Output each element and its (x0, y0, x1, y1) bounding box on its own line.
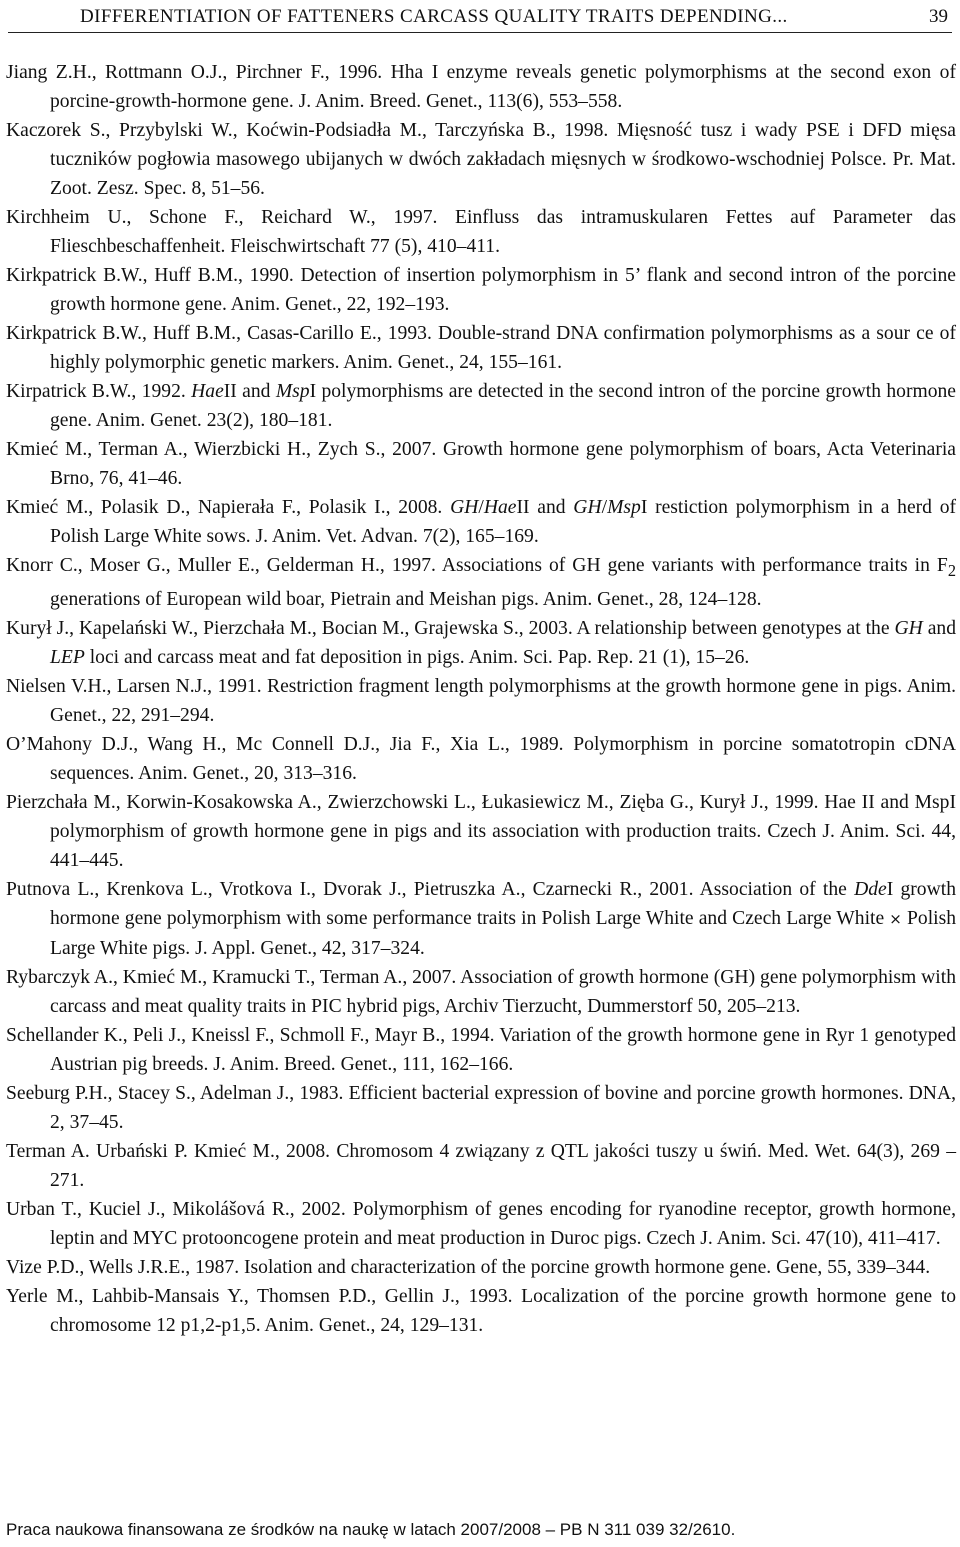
reference-text: Yerle M., Lahbib-Mansais Y., Thomsen P.D., Gellin J., 1993. Localization of the porcine growth hormone gene to chromosome 12 p1,2-p1,5. Anim. Genet., 24, 129–131. (6, 1285, 956, 1336)
reference-entry (6, 875, 956, 963)
funding-footnote: Praca naukowa finansowana ze środków na naukę w latach 2007/2008 – PB N 311 039 32/2610. (6, 1520, 736, 1539)
reference-text: × (889, 909, 902, 928)
reference-entry (6, 116, 956, 203)
reference-text: loci and carcass meat and fat deposition in pigs. Anim. Sci. Pap. Rep. 21 (1), 15–26. (84, 646, 750, 668)
reference-text: Kirkpatrick B.W., Huff B.M., 1990. Detection of insertion polymorphism in 5’ flank and second intron of the porcine growth hormone gene. Anim. Genet., 22, 192–193. (6, 265, 956, 315)
reference-italic-text: GH (894, 617, 923, 639)
reference-text: Kirpatrick B.W., 1992. (6, 381, 192, 402)
reference-text: Seeburg P.H., Stacey S., Adelman J., 1983. Efficient bacterial expression of bovine and porcine growth hormones. DNA, 2, 37–45. (6, 1082, 956, 1133)
reference-text: Kirkpatrick B.W., Huff B.M., Casas-Carillo E., 1993. Double-strand DNA confirmation polymorphisms as a sour ce of highly polymorphic genetic markers. Anim. Genet., 24, 155–161. (6, 323, 956, 373)
reference-entry (6, 261, 956, 319)
reference-entry (6, 672, 956, 730)
reference-entry (6, 963, 956, 1021)
reference-text: Kaczorek S., Przybylski W., Koćwin-Podsiadła M., Tarczyńska B., 1998. Mięsność tusz i wady PSE i DFD mięsa tuczników pogłowia masowego ubijanych w dwóch zakładach mięsnych w środkowo-wschodniej Polsce. Pr. Mat. Zoot. Zesz. Spec. 8, 51–56. (6, 120, 956, 199)
reference-text: Vize P.D., Wells J.R.E., 1987. Isolation and characterization of the porcine growth hormone gene. Gene, 55, 339–344. (6, 1256, 931, 1278)
reference-italic-text: GH (450, 497, 479, 518)
reference-text: / (478, 497, 484, 518)
reference-entry (6, 58, 956, 116)
reference-text: Kmieć M., Terman A., Wierzbicki H., Zych S., 2007. Growth hormone gene polymorphism of boars, Acta Veterinaria Brno, 76, 41–46. (6, 439, 956, 489)
reference-list (6, 58, 956, 1340)
reference-text: and (922, 617, 956, 639)
reference-italic-text: Msp (275, 381, 310, 402)
reference-text: Urban T., Kuciel J., Mikolášová R., 2002. Polymorphism of genes encoding for ryanodine receptor, growth hormone, leptin and MYC protooncogene protein and meat production in Duroc pigs. Czech J. Anim. Sci. 47(10), 411–417. (6, 1198, 956, 1249)
reference-italic-text: LEP (50, 646, 85, 668)
reference-text: II and (516, 497, 574, 518)
reference-text: Jiang Z.H., Rottmann O.J., Pirchner F., 1996. Hha I enzyme reveals genetic polymorphisms at the second exon of porcine-growth-hormone gene. J. Anim. Breed. Genet., 113(6), 553–558. (6, 62, 956, 112)
reference-italic-text: Hae (483, 497, 517, 518)
reference-text: Kmieć M., Polasik D., Napierała F., Polasik I., 2008. (6, 497, 451, 518)
reference-text: Nielsen V.H., Larsen N.J., 1991. Restriction fragment length polymorphisms at the growth hormone gene in pigs. Anim. Genet., 22, 291–294. (6, 675, 956, 726)
reference-italic-text: Dde (854, 878, 887, 900)
reference-entry (6, 319, 956, 377)
reference-entry (6, 203, 956, 261)
reference-entry (6, 1253, 956, 1282)
reference-text: I polymorphisms are detected in the second intron of the porcine growth hormone gene. Anim. Genet. 23(2), 180–181. (50, 381, 956, 431)
reference-entry (6, 1195, 956, 1253)
reference-italic-text: Hae (191, 381, 224, 402)
reference-text: Polish Large White pigs. J. Appl. Genet., 42, 317–324. (50, 907, 956, 959)
reference-text: Terman A. Urbański P. Kmieć M., 2008. Chromosom 4 związany z QTL jakości tuszy u świń. Med. Wet. 64(3), 269 – 271. (6, 1140, 956, 1191)
reference-entry (6, 1137, 956, 1195)
reference-text: Pierzchała M., Korwin-Kosakowska A., Zwierzchowski L., Łukasiewicz M., Zięba G., Kurył J., 1999. Hae II and MspI polymorphism of growth hormone gene in pigs and its association with production traits. Czech J. Anim. Sci. 44, 441–445. (6, 791, 956, 871)
reference-text: I restiction polymorphism in a herd of Polish Large White sows. J. Anim. Vet. Advan. 7(2), 165–169. (50, 497, 957, 547)
reference-entry (6, 1021, 956, 1079)
reference-text: Putnova L., Krenkova L., Vrotkova I., Dvorak J., Pietruszka A., Czarnecki R., 2001. Association of the (6, 878, 855, 900)
reference-italic-text: Msp (607, 497, 641, 518)
reference-text: Knorr C., Moser G., Muller E., Gelderman H., 1997. Associations of GH gene variants with performance traits in F (6, 555, 948, 576)
running-header-title: DIFFERENTIATION OF FATTENERS CARCASS QUALITY TRAITS DEPENDING... (80, 6, 788, 27)
reference-text: Kurył J., Kapelański W., Pierzchała M., Bocian M., Grajewska S., 2003. A relationship between genotypes at the (6, 617, 895, 639)
running-header (8, 2, 952, 33)
reference-italic-text: GH (573, 497, 602, 518)
reference-subscript: 2 (947, 560, 956, 580)
reference-text: II and (223, 381, 276, 402)
page-number: 39 (929, 6, 948, 27)
reference-entry (6, 1079, 956, 1137)
reference-entry (6, 1282, 956, 1340)
reference-text: Schellander K., Peli J., Kneissl F., Schmoll F., Mayr B., 1994. Variation of the growth hormone gene in Ryr 1 genotyped Austrian pig breeds. J. Anim. Breed. Genet., 111, 162–166. (6, 1024, 956, 1075)
reference-entry (6, 551, 956, 614)
reference-text: O’Mahony D.J., Wang H., Mc Connell D.J., Jia F., Xia L., 1989. Polymorphism in porcine somatotropin cDNA sequences. Anim. Genet., 20, 313–316. (6, 733, 956, 784)
reference-text: Kirchheim U., Schone F., Reichard W., 1997. Einfluss das intramuskularen Fettes auf Parameter das Flieschbeschaffenheit. Fleischwirtschaft 77 (5), 410–411. (6, 207, 956, 257)
reference-entry (6, 435, 956, 493)
reference-text: I growth hormone gene polymorphism with some performance traits in Polish Large White and Czech Large White (50, 878, 956, 929)
reference-entry (6, 377, 956, 435)
reference-entry (6, 730, 956, 788)
reference-text: Rybarczyk A., Kmieć M., Kramucki T., Terman A., 2007. Association of growth hormone (GH) gene polymorphism with carcass and meat quality traits in PIC hybrid pigs, Archiv Tierzucht, Dummerstorf 50, 205–213. (6, 966, 956, 1017)
reference-entry (6, 788, 956, 875)
reference-entry (6, 493, 956, 551)
reference-text: generations of European wild boar, Pietrain and Meishan pigs. Anim. Genet., 28, 124–128. (50, 588, 762, 610)
reference-entry (6, 614, 956, 672)
reference-text: / (601, 497, 608, 518)
